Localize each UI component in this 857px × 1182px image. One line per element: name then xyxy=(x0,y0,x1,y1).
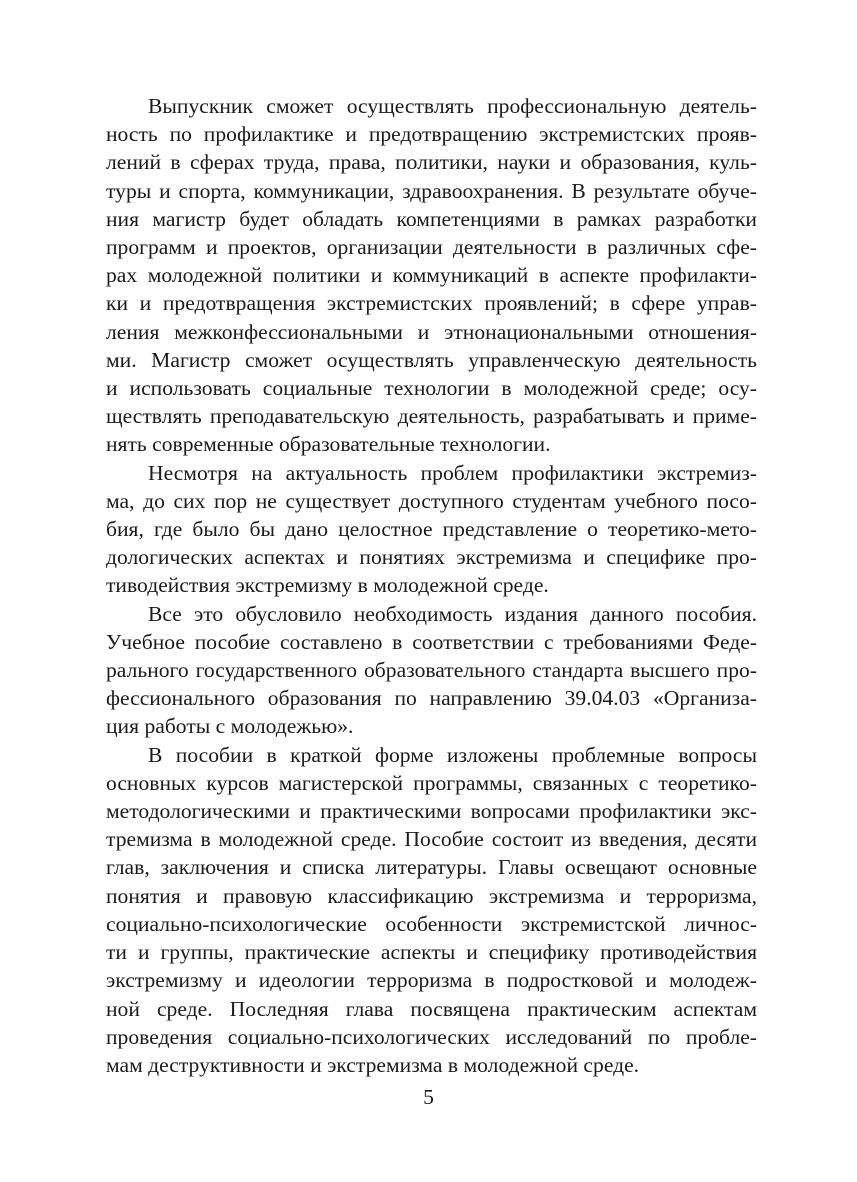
text-line: понятия и правовую классификацию экстремизма и терроризма, xyxy=(106,883,757,908)
text-line: Выпускник сможет осуществлять профессиональную деятель- xyxy=(148,94,757,118)
text-line: нять современные образовательные технологии. xyxy=(106,432,551,457)
page-number: 5 xyxy=(423,1085,434,1109)
text-line: ной среде. Последняя глава посвящена практическим аспектам xyxy=(106,996,757,1021)
text-line: ма, до сих пор не существует доступного студентам учебного посо- xyxy=(106,488,757,513)
text-line: фессионального образования по направлению 39.04.03 «Организа- xyxy=(106,686,757,711)
text-line: ция работы с молодежью». xyxy=(106,714,354,739)
text-line: проведения социально-психологических исследований по пробле- xyxy=(106,1024,757,1049)
text-line: программ и проектов, организации деятельности в различных сфе- xyxy=(106,235,757,260)
text-line: В пособии в краткой форме изложены проблемные вопросы xyxy=(148,742,757,767)
text-line: глав, заключения и списка литературы. Главы освещают основные xyxy=(106,855,757,880)
text-line: ки и предотвращения экстремистских проявлений; в сфере управ- xyxy=(106,291,757,316)
text-line: основных курсов магистерской программы, связанных с теоретико- xyxy=(106,770,757,795)
text-line: Учебное пособие составлено в соответствии с требованиями Феде- xyxy=(106,629,757,654)
text-line: рах молодежной политики и коммуникаций в аспекте профилакти- xyxy=(106,263,757,288)
text-line: тремизма в молодежной среде. Пособие состоит из введения, десяти xyxy=(106,827,757,852)
text-line: Все это обусловило необходимость издания данного пособия. xyxy=(148,601,757,626)
text-line: Несмотря на актуальность проблем профилактики экстремиз- xyxy=(148,460,757,485)
text-line: рального государственного образовательного стандарта высшего про- xyxy=(106,658,757,683)
text-line: ность по профилактике и предотвращению экстремистских прояв- xyxy=(106,122,757,147)
text-line: туры и спорта, коммуникации, здравоохранения. В результате обуче- xyxy=(106,178,757,203)
text-line: ления межконфессиональными и этнонациональными отношения- xyxy=(106,319,757,344)
paragraph-graduate-activities xyxy=(106,92,757,459)
text-line: экстремизму и идеологии терроризма в подростковой и молодеж- xyxy=(106,968,757,993)
text-line: тиводействия экстремизму в молодежной среде. xyxy=(106,573,549,598)
text-line: и использовать социальные технологии в молодежной среде; осу- xyxy=(106,376,757,401)
page-body xyxy=(106,92,757,1079)
paragraph-contents-overview xyxy=(106,741,757,1079)
text-line: методологическими и практическими вопросами профилактики экс- xyxy=(106,799,757,824)
text-line: ти и группы, практические аспекты и специфику противодействия xyxy=(106,940,757,965)
text-line: дологических аспектах и понятиях экстремизма и специфике про- xyxy=(106,545,757,570)
text-line: лений в сферах труда, права, политики, науки и образования, куль- xyxy=(106,150,757,175)
text-line: ми. Магистр сможет осуществлять управленческую деятельность xyxy=(106,347,757,372)
paragraph-necessity xyxy=(106,600,757,741)
text-line: бия, где было бы дано целостное представление о теоретико-мето- xyxy=(106,517,757,542)
text-line: социально-психологические особенности экстремистской личнос- xyxy=(106,911,757,936)
paragraph-relevance xyxy=(106,459,757,600)
text-line: ществлять преподавательскую деятельность, разрабатывать и приме- xyxy=(106,404,757,429)
text-line: ния магистр будет обладать компетенциями в рамках разработки xyxy=(106,206,757,231)
text-line: мам деструктивности и экстремизма в молодежной среде. xyxy=(106,1052,640,1077)
